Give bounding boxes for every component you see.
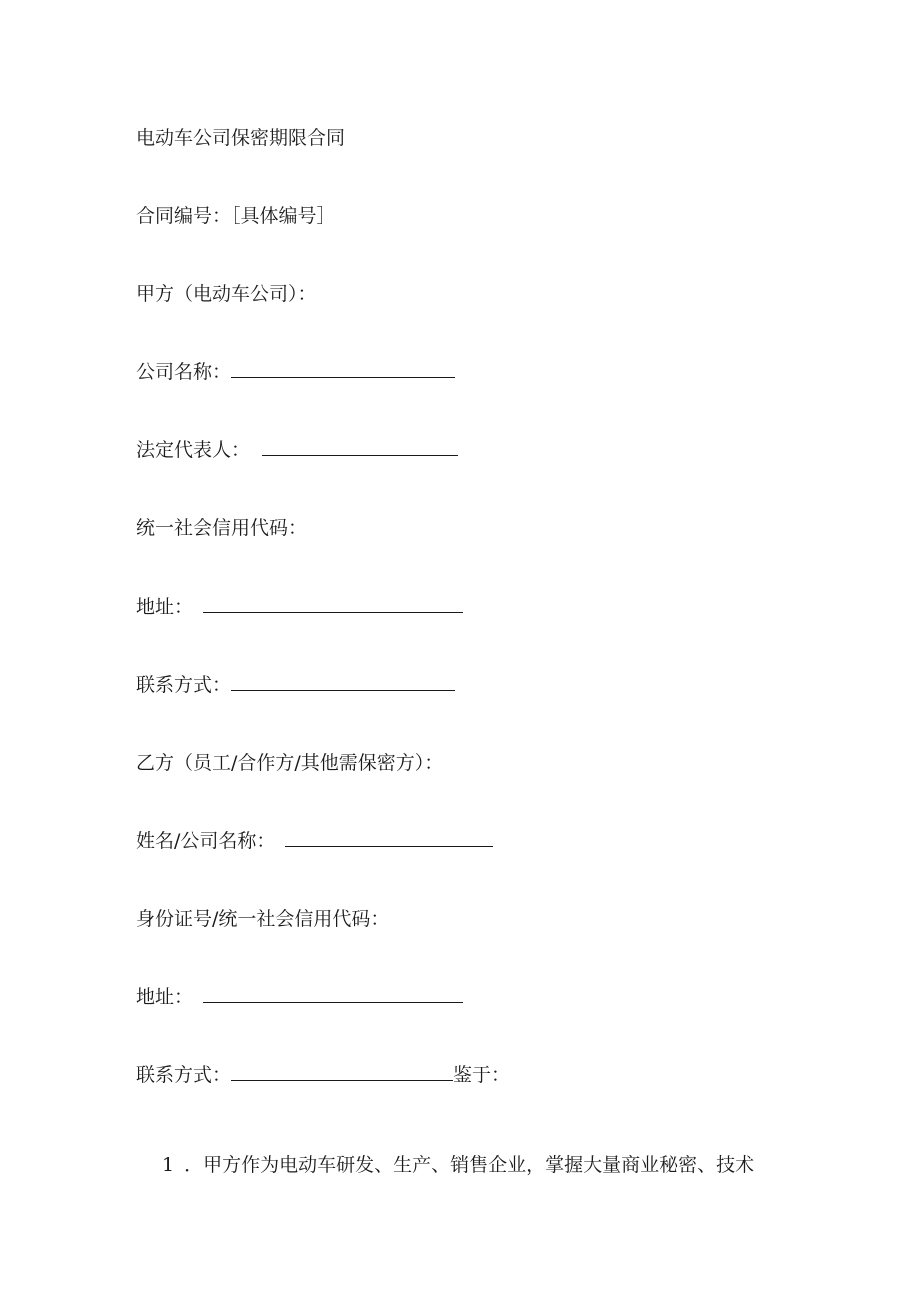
party-a-contact-line: [136, 672, 455, 698]
party-a-company-name-label: 公司名称：: [136, 361, 232, 383]
party-b-address-label: 地址：: [136, 986, 194, 1008]
party-a-legal-rep-line: [136, 437, 458, 463]
party-a-legal-rep-blank[interactable]: [262, 437, 458, 456]
party-b-contact-label: 联系方式：: [136, 1064, 232, 1086]
party-a-company-name-line: [136, 359, 455, 385]
clause-1: [162, 1152, 754, 1178]
party-b-heading: 乙方（员工/合作方/其他需保密方）：: [136, 752, 444, 774]
party-a-address-line: [136, 594, 463, 620]
party-a-heading: 甲方（电动车公司）：: [136, 283, 317, 305]
party-a-credit-code-label: 统一社会信用代码：: [136, 517, 308, 539]
party-b-id-label: 身份证号/统一社会信用代码：: [136, 908, 390, 930]
party-a-address-blank[interactable]: [203, 594, 463, 613]
contract-number-label: 合同编号：: [136, 205, 232, 227]
document-title: 电动车公司保密期限合同: [136, 127, 346, 149]
whereas-label: 鉴于：: [453, 1064, 511, 1086]
party-a-contact-blank[interactable]: [231, 672, 455, 691]
party-b-id-line: [136, 906, 389, 932]
party-b-address-blank[interactable]: [203, 984, 463, 1003]
clause-1-number: 1: [162, 1154, 175, 1176]
party-a-credit-code-line: [136, 515, 307, 541]
party-b-address-line: [136, 984, 463, 1010]
party-a-contact-label: 联系方式：: [136, 674, 232, 696]
party-b-name-blank[interactable]: [285, 828, 493, 847]
party-a-company-name-blank[interactable]: [231, 359, 455, 378]
party-b-name-label: 姓名/公司名称：: [136, 830, 276, 852]
contract-number-value: ［具体编号］: [231, 205, 336, 227]
contract-number-line: [136, 203, 336, 229]
party-b-contact-line: [136, 1062, 510, 1088]
party-b-contact-blank[interactable]: [231, 1062, 453, 1081]
party-a-legal-rep-label: 法定代表人：: [136, 439, 251, 461]
party-a-address-label: 地址：: [136, 596, 194, 618]
party-b-name-line: [136, 828, 493, 854]
clause-1-text: ．甲方作为电动车研发、生产、销售企业，掌握大量商业秘密、技术: [184, 1154, 755, 1176]
